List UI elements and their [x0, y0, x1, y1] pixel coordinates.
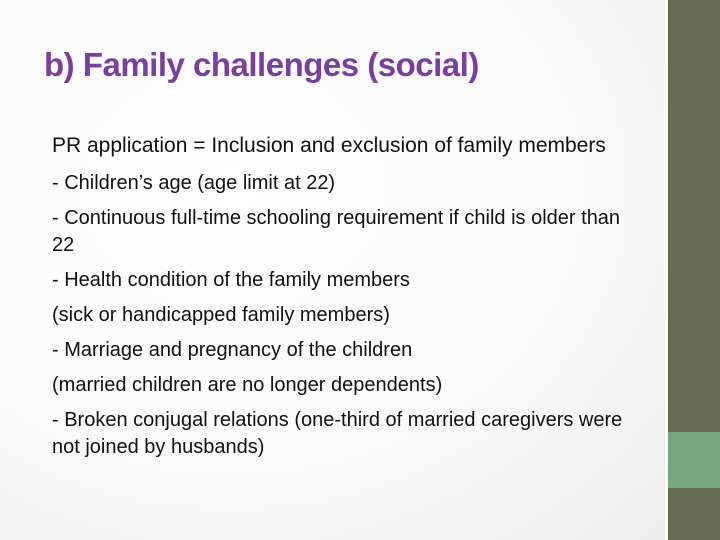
body-line-health: - Health condition of the family members: [52, 269, 410, 291]
body-line-marriage: - Marriage and pregnancy of the children: [52, 339, 413, 361]
side-bar-accent-block: [668, 432, 720, 488]
slide-body: [52, 132, 632, 469]
body-line-intro: PR application = Inclusion and exclusion of family members: [52, 134, 606, 157]
body-line-conjugal: - Broken conjugal relations (one-third of married caregivers were not joined by husbands): [52, 409, 623, 458]
body-line-schooling: - Continuous full-time schooling requirement if child is older than 22: [52, 207, 621, 256]
body-line-marriage-detail: (married children are no longer dependents): [52, 374, 443, 396]
decorative-side-bar: [665, 0, 720, 540]
body-line-children-age: - Children’s age (age limit at 22): [52, 172, 336, 194]
body-line-health-detail: (sick or handicapped family members): [52, 304, 390, 326]
slide-title: b) Family challenges (social): [44, 46, 479, 83]
